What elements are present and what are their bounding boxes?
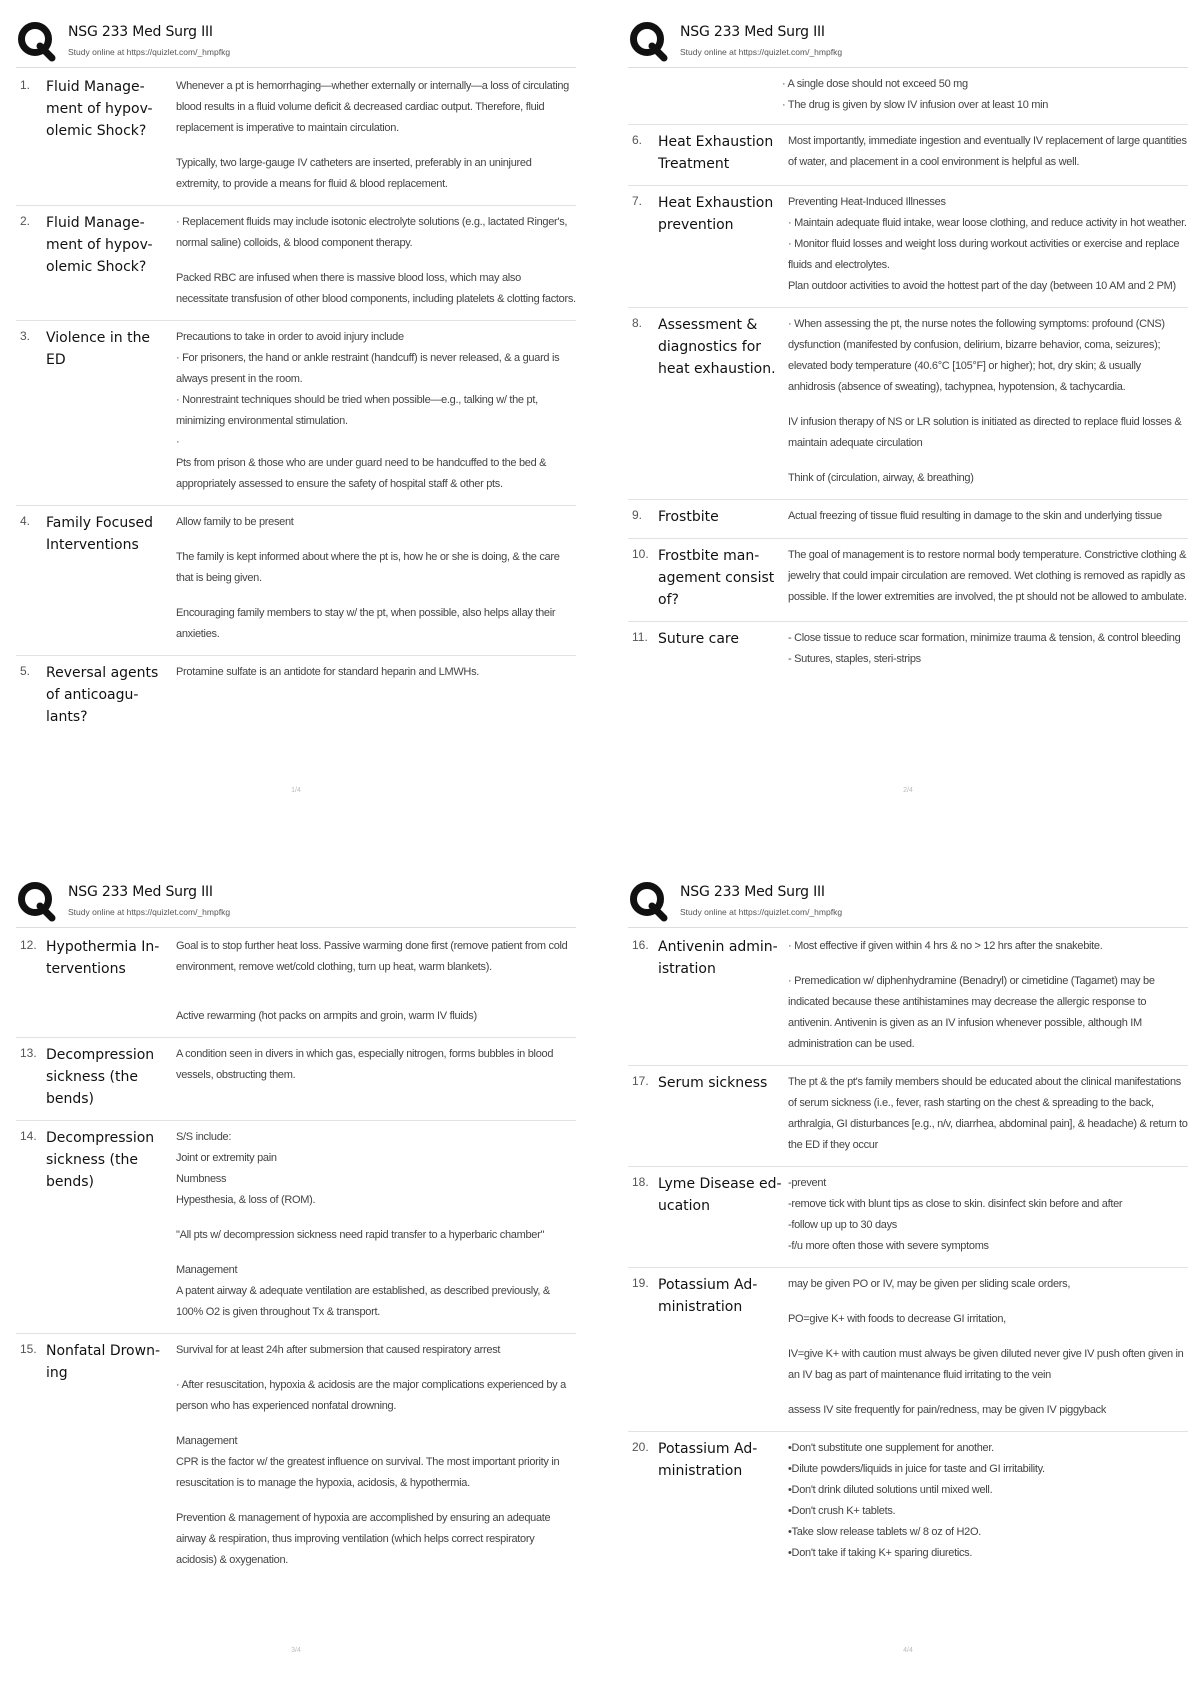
flashcard-row xyxy=(628,539,1188,622)
definition-line: Packed RBC are infused when there is massive blood loss, which may also necessitate transfusion of other blood components, including platelets & clotting factors. xyxy=(176,272,576,305)
definition-line: · A single dose should not exceed 50 mg xyxy=(782,78,968,90)
flashcard-row xyxy=(628,1432,1188,1574)
card-term: Decompression sickness (the bends) xyxy=(46,1130,155,1190)
flashcard-row xyxy=(628,308,1188,500)
definition-line: •Take slow release tablets w/ 8 oz of H2O. xyxy=(788,1526,982,1538)
card-number: 7. xyxy=(632,194,643,208)
study-online-link[interactable]: Study online at https://quizlet.com/_hmpfkg xyxy=(68,47,231,57)
header-divider xyxy=(16,67,576,68)
quizlet-logo-icon xyxy=(628,880,668,920)
card-definition xyxy=(788,192,1188,297)
definition-line: Prevention & management of hypoxia are accomplished by ensuring an adequate airway & respiration, thus improving ventilation (which helps correct respiratory acidosis) & oxygenation. xyxy=(176,1512,554,1566)
study-online-link[interactable]: Study online at https://quizlet.com/_hmpfkg xyxy=(68,907,231,917)
definition-line: •Don't take if taking K+ sparing diuretics. xyxy=(788,1547,973,1559)
card-definition xyxy=(176,512,576,645)
paragraph-gap xyxy=(788,957,1188,971)
definition-line: · After resuscitation, hypoxia & acidosis are the major complications experienced by a person who has experienced nonfatal drowning. xyxy=(176,1379,569,1412)
flashcard-row xyxy=(628,930,1188,1066)
paragraph-gap xyxy=(176,139,576,153)
card-number: 4. xyxy=(20,514,31,528)
card-definition xyxy=(176,212,576,310)
quizlet-logo-icon xyxy=(16,20,56,60)
definition-line: Plan outdoor activities to avoid the hottest part of the day (between 10 AM and 2 PM) xyxy=(788,280,1176,292)
card-term: Family Focused Interventions xyxy=(46,515,153,553)
page-title: NSG 233 Med Surg III xyxy=(680,24,825,40)
card-number: 14. xyxy=(20,1129,37,1143)
paragraph-gap xyxy=(176,1211,576,1225)
card-definition xyxy=(176,76,576,195)
definition-line: -f/u more often those with severe symptoms xyxy=(788,1240,989,1252)
card-definition xyxy=(788,1072,1191,1156)
card-definition xyxy=(176,662,576,728)
card-term: Decompression sickness (the bends) xyxy=(46,1047,155,1107)
definition-line: •Don't drink diluted solutions until mixed well. xyxy=(788,1484,993,1496)
study-online-link[interactable]: Study online at https://quizlet.com/_hmpfkg xyxy=(680,47,843,57)
page-number: 2/4 xyxy=(903,787,913,794)
definition-line: The pt & the pt's family members should be educated about the clinical manifestations of serum sickness (i.e., fever, rash starting on the chest & spreading to the back, arthralgia, GI disturbances [e.g., n/v, diarrhea, abdominal pain], & headache) & return to the ED if they occur xyxy=(788,1076,1191,1151)
card-definition xyxy=(788,506,1188,528)
definition-line: · Most effective if given within 4 hrs & no > 12 hrs after the snakebite. xyxy=(788,940,1103,952)
paragraph-gap xyxy=(788,1330,1188,1344)
page-header xyxy=(628,878,1188,926)
flashcard-row xyxy=(16,1334,576,1581)
flashcard-row xyxy=(628,1066,1191,1167)
definition-line: Actual freezing of tissue fluid resulting in damage to the skin and underlying tissue xyxy=(788,510,1162,522)
definition-line: CPR is the factor w/ the greatest influence on survival. The most important priority in resuscitation is to manage the hypoxia, acidosis, & hypothermia. xyxy=(176,1456,563,1489)
definition-line: Joint or extremity pain xyxy=(176,1152,277,1164)
card-definition xyxy=(788,1274,1188,1421)
flashcard-list xyxy=(16,70,576,738)
definition-line: Goal is to stop further heat loss. Passive warming done first (remove patient from cold environment, remove wet/cold clothing, turn up heat, warm blankets). xyxy=(176,940,571,973)
card-term: Assessment & diagnostics for heat exhaustion. xyxy=(658,317,776,377)
definition-line: may be given PO or IV, may be given per sliding scale orders, xyxy=(788,1278,1071,1290)
header-divider xyxy=(16,927,576,928)
study-online-link[interactable]: Study online at https://quizlet.com/_hmpfkg xyxy=(680,907,843,917)
definition-line: assess IV site frequently for pain/redness, may be given IV piggyback xyxy=(788,1404,1107,1416)
card-definition xyxy=(788,628,1188,670)
card-term: Frostbite xyxy=(658,509,719,525)
definition-line: · Nonrestraint techniques should be tried when possible—e.g., talking w/ the pt, minimizing environmental stimulation. xyxy=(176,394,541,427)
definition-line: · For prisoners, the hand or ankle restraint (handcuff) is never released, & a guard is always present in the room. xyxy=(176,352,563,385)
definition-line: The family is kept informed about where the pt is, how he or she is doing, & the care that is being given. xyxy=(176,551,563,584)
card-term: Fluid Manage-ment of hypov-olemic Shock? xyxy=(46,79,153,139)
card-definition xyxy=(788,1438,1188,1564)
card-number: 6. xyxy=(632,133,643,147)
card-definition xyxy=(176,327,576,495)
study-page-2 xyxy=(628,18,1188,818)
definition-line: •Don't substitute one supplement for another. xyxy=(788,1442,994,1454)
card-definition xyxy=(788,131,1188,175)
definition-line: •Dilute powders/liquids in juice for taste and GI irritability. xyxy=(788,1463,1045,1475)
card-term: Heat Exhaustion prevention xyxy=(658,195,774,233)
flashcard-row xyxy=(16,656,576,738)
flashcard-row xyxy=(16,1121,576,1334)
flashcard-list xyxy=(16,930,576,1581)
definition-line: -remove tick with blunt tips as close to skin. disinfect skin before and after xyxy=(788,1198,1123,1210)
paragraph-gap xyxy=(788,1386,1188,1400)
paragraph-gap xyxy=(176,254,576,268)
card-definition xyxy=(788,1173,1188,1257)
card-number: 16. xyxy=(632,938,649,952)
definition-line: · Monitor fluid losses and weight loss during workout activities or exercise and replace fluids and electrolytes. xyxy=(788,238,1182,271)
definition-line: Numbness xyxy=(176,1173,227,1185)
flashcard-row xyxy=(16,206,576,321)
card-number: 18. xyxy=(632,1175,649,1189)
definition-line: Survival for at least 24h after submersion that caused respiratory arrest xyxy=(176,1344,501,1356)
card-number: 12. xyxy=(20,938,37,952)
flashcard-row xyxy=(628,125,1188,186)
flashcard-row xyxy=(16,506,576,656)
page-number: 1/4 xyxy=(291,787,301,794)
card-number: 19. xyxy=(632,1276,649,1290)
card-number: 1. xyxy=(20,78,31,92)
paragraph-gap xyxy=(176,589,576,603)
flashcard-row xyxy=(628,500,1188,539)
definition-line: Management xyxy=(176,1264,238,1276)
card-term: Fluid Manage-ment of hypov-olemic Shock? xyxy=(46,215,153,275)
page-header xyxy=(628,18,1188,66)
definition-line: •Don't crush K+ tablets. xyxy=(788,1505,896,1517)
page-number: 3/4 xyxy=(291,1647,301,1654)
page-title: NSG 233 Med Surg III xyxy=(68,24,213,40)
card-term: Nonfatal Drown-ing xyxy=(46,1343,160,1381)
paragraph-gap xyxy=(176,992,576,1006)
definition-line: Allow family to be present xyxy=(176,516,294,528)
flashcard-row xyxy=(16,930,576,1038)
definition-line: A condition seen in divers in which gas, especially nitrogen, forms bubbles in blood vessels, obstructing them. xyxy=(176,1048,556,1081)
card-number: 20. xyxy=(632,1440,649,1454)
definition-line: Most importantly, immediate ingestion and eventually IV replacement of large quantities of water, and placement in a cool environment is helpful as well. xyxy=(788,135,1190,168)
study-page-3 xyxy=(16,878,576,1678)
card-definition xyxy=(176,936,576,1027)
definition-line: Management xyxy=(176,1435,238,1447)
flashcard-row xyxy=(16,321,576,506)
paragraph-gap xyxy=(176,1361,576,1375)
definition-line: -prevent xyxy=(788,1177,826,1189)
card-number: 15. xyxy=(20,1342,37,1356)
card-term: Lyme Disease ed-ucation xyxy=(658,1176,782,1214)
page-title: NSG 233 Med Surg III xyxy=(68,884,213,900)
card-term: Serum sickness xyxy=(658,1075,768,1091)
definition-line: Whenever a pt is hemorrhaging—whether externally or internally—a loss of circulating blood results in a fluid volume deficit & decreased cardiac output. Therefore, fluid replacement is imperative to maintain circulation. xyxy=(176,80,572,134)
card-number: 9. xyxy=(632,508,643,522)
flashcard-row xyxy=(628,186,1188,308)
flashcard-row xyxy=(628,622,1188,680)
card-definition xyxy=(176,1340,576,1571)
definition-line: S/S include: xyxy=(176,1131,232,1143)
card-term: Hypothermia In-terventions xyxy=(46,939,160,977)
definition-line: IV=give K+ with caution must always be given diluted never give IV push often given in an IV bag as part of maintenance fluid irritating to the vein xyxy=(788,1348,1187,1381)
page-header xyxy=(16,878,576,926)
definition-line: PO=give K+ with foods to decrease GI irritation, xyxy=(788,1313,1006,1325)
card-number: 17. xyxy=(632,1074,649,1088)
definition-line: - Close tissue to reduce scar formation, minimize trauma & tension, & control bleeding xyxy=(788,632,1181,644)
definition-line: The goal of management is to restore normal body temperature. Constrictive clothing & jewelry that could impair circulation are removed. Wet clothing is removed as rapidly as possible. If the lower extremities are involved, the pt should not be allowed to ambulate. xyxy=(788,549,1189,603)
card-number: 5. xyxy=(20,664,31,678)
page-title: NSG 233 Med Surg III xyxy=(680,884,825,900)
definition-line: Active rewarming (hot packs on armpits and groin, warm IV fluids) xyxy=(176,1010,477,1022)
card-definition xyxy=(788,936,1188,1055)
page-header xyxy=(16,18,576,66)
definition-line: -follow up up to 30 days xyxy=(788,1219,897,1231)
definition-line: · Maintain adequate fluid intake, wear loose clothing, and reduce activity in hot weather. xyxy=(788,217,1187,229)
card-term: Potassium Ad-ministration xyxy=(658,1441,758,1479)
definition-line: Preventing Heat-Induced Illnesses xyxy=(788,196,946,208)
study-page-4 xyxy=(628,878,1191,1678)
definition-line: - Sutures, staples, steri-strips xyxy=(788,653,921,665)
flashcard-row xyxy=(628,1167,1188,1268)
card-term: Antivenin admin-istration xyxy=(658,939,778,977)
card-term: Violence in the ED xyxy=(46,330,151,368)
card-number: 10. xyxy=(632,547,649,561)
paragraph-gap xyxy=(788,398,1188,412)
paragraph-gap xyxy=(176,533,576,547)
paragraph-gap xyxy=(788,1295,1188,1309)
definition-line: IV infusion therapy of NS or LR solution is initiated as directed to replace fluid losses & maintain adequate circulation xyxy=(788,416,1185,449)
study-page-1 xyxy=(16,18,576,818)
continued-definition xyxy=(628,70,1188,125)
definition-line: Precautions to take in order to avoid injury include xyxy=(176,331,404,343)
definition-line: · When assessing the pt, the nurse notes the following symptoms: profound (CNS) dysfunction (manifested by confusion, delirium, bizarre behavior, coma, seizures); elevated body temperature (40.6°C [105°F] or higher); hot, dry skin; & usually anhidrosis (absence of sweating), tachypnea, hypotension, & tachycardia. xyxy=(788,318,1168,393)
flashcard-list xyxy=(628,70,1188,680)
definition-line: · Replacement fluids may include isotonic electrolyte solutions (e.g., lactated Ringer's, normal saline) colloids, & blood component therapy. xyxy=(176,216,570,249)
paragraph-gap xyxy=(176,1246,576,1260)
card-number: 8. xyxy=(632,316,643,330)
header-divider xyxy=(628,927,1188,928)
flashcard-row xyxy=(628,1268,1188,1432)
definition-line: · Premedication w/ diphenhydramine (Benadryl) or cimetidine (Tagamet) may be indicated because these antihistamines may decrease the allergic response to antivenin. Antivenin is given as an IV infusion whenever possible, although IM administration can be used. xyxy=(788,975,1158,1050)
paragraph-gap xyxy=(176,1417,576,1431)
card-definition xyxy=(176,1127,576,1323)
card-number: 11. xyxy=(632,630,648,644)
flashcard-list xyxy=(628,930,1191,1574)
card-definition xyxy=(788,314,1188,489)
card-term: Suture care xyxy=(658,631,739,647)
definition-line: Typically, two large-gauge IV catheters are inserted, preferably in an uninjured extremity, to provide a means for fluid & blood replacement. xyxy=(176,157,535,190)
card-definition xyxy=(176,1044,576,1110)
card-term: Frostbite man-agement consist of? xyxy=(658,548,775,608)
definition-line: "All pts w/ decompression sickness need rapid transfer to a hyperbaric chamber" xyxy=(176,1229,545,1241)
card-number: 13. xyxy=(20,1046,37,1060)
quizlet-logo-icon xyxy=(16,880,56,920)
definition-line: A patent airway & adequate ventilation are established, as described previously, & 100% O2 is given throughout Tx & transport. xyxy=(176,1285,553,1318)
card-definition xyxy=(788,545,1188,611)
definition-line: · The drug is given by slow IV infusion over at least 10 min xyxy=(782,99,1049,111)
flashcard-row xyxy=(16,1038,576,1121)
card-term: Heat Exhaustion Treatment xyxy=(658,134,774,172)
definition-line: Encouraging family members to stay w/ the pt, when possible, also helps allay their anxieties. xyxy=(176,607,559,640)
definition-line: · xyxy=(176,436,180,448)
definition-line: Pts from prison & those who are under guard need to be handcuffed to the bed & appropriately assessed to ensure the safety of hospital staff & other pts. xyxy=(176,457,549,490)
definition-line: Protamine sulfate is an antidote for standard heparin and LMWHs. xyxy=(176,666,480,678)
quizlet-logo-icon xyxy=(628,20,668,60)
card-number: 2. xyxy=(20,214,31,228)
paragraph-gap xyxy=(176,978,576,992)
flashcard-row xyxy=(16,70,576,206)
page-number: 4/4 xyxy=(903,1647,913,1654)
definition-line: Hypesthesia, & loss of (ROM). xyxy=(176,1194,316,1206)
header-divider xyxy=(628,67,1188,68)
card-term: Reversal agents of anticoagu-lants? xyxy=(46,665,159,725)
card-number: 3. xyxy=(20,329,31,343)
definition-line: Think of (circulation, airway, & breathing) xyxy=(788,472,974,484)
paragraph-gap xyxy=(788,454,1188,468)
paragraph-gap xyxy=(176,1494,576,1508)
card-term: Potassium Ad-ministration xyxy=(658,1277,758,1315)
